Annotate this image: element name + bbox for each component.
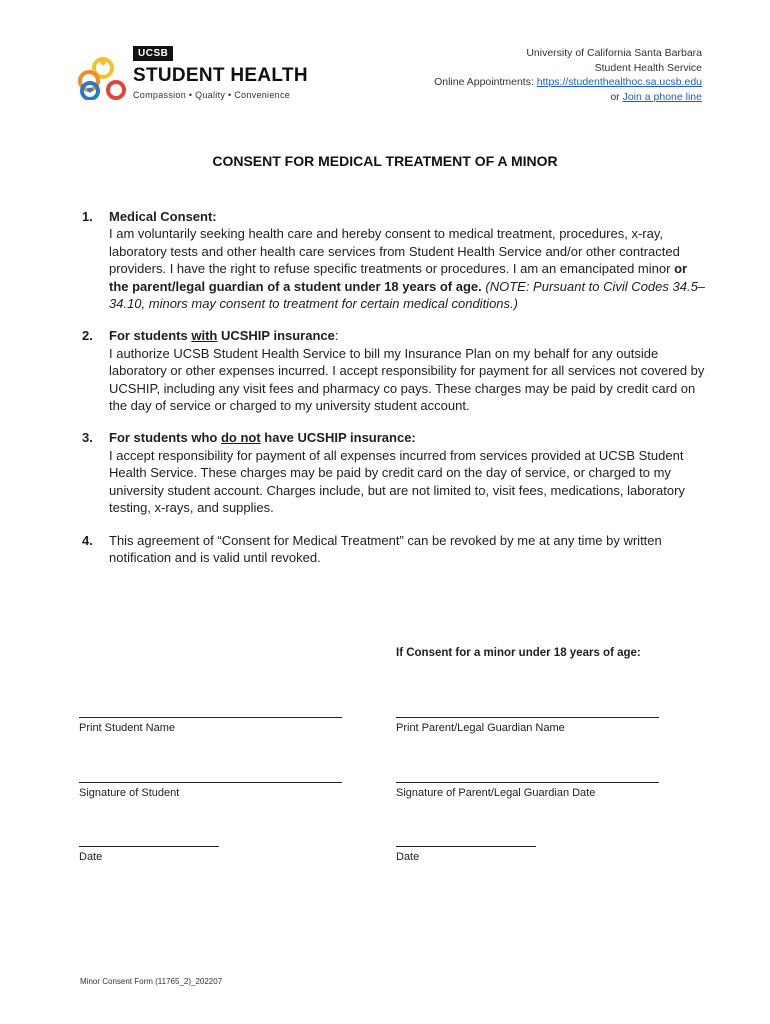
field-label: Print Parent/Legal Guardian Name [396,722,565,734]
phone-line [434,90,702,105]
item-heading-pre: For students [109,328,192,344]
org-name: University of California Santa Barbara [526,47,702,59]
item-heading-pre: For students who [109,430,221,446]
consent-items [82,208,707,581]
ucsb-badge: UCSB [133,46,173,61]
service-name: Student Health Service [594,61,702,74]
appointments-line [434,75,702,90]
phone-prefix: or [610,90,623,103]
item-note: (NOTE: Pursuant to Civil Codes 34.5–34.10, minors may consent to treatment for certain medical conditions.) [109,278,706,312]
brand-name: STUDENT HEALTH [133,65,308,86]
item-revocation [82,532,707,567]
page-title: CONSENT FOR MEDICAL TREATMENT OF A MINOR [212,153,558,169]
student-signature-field[interactable] [79,782,342,799]
student-name-field[interactable] [79,717,342,734]
item-heading-colon: : [334,328,339,344]
guardian-date-field[interactable] [396,846,536,863]
guardian-signature-field[interactable] [396,782,659,799]
heart-cluster-logo-icon [78,56,128,100]
item-text: I authorize UCSB Student Health Service to bill my Insurance Plan on my behalf for any outside laboratory or other expenses incurred. I accept responsibility for payment for all services not covered by UCSHIP, including any visit fees and pharmacy co pays. These charges may be paid by credit card on the day of service or charged to my university student account. [109,345,705,414]
appointments-label: Online Appointments: [434,76,537,88]
item-heading-post: have UCSHIP insurance: [260,430,416,446]
field-label: Print Student Name [79,722,175,734]
item-text: This agreement of “Consent for Medical Treatment” can be revoked by me at any time by written notification and is valid until revoked. [109,532,662,565]
signature-line [396,717,659,718]
guardian-heading: If Consent for a minor under 18 years of age: [396,647,641,659]
item-medical-consent [82,208,707,312]
signature-line [79,782,342,783]
field-label: Signature of Parent/Legal Guardian Date [396,787,596,799]
item-heading-underlined: do not [220,430,261,446]
item-without-ucship [82,429,707,516]
item-text: I accept responsibility for payment of all expenses incurred from services provided at UCSB Student Health Service. These charges may be paid by credit card on the day of service, or charged to my university student account. Charges include, but are not limited to, visit fees, medications, laboratory testing, x-rays, and supplies. [109,447,685,516]
signature-line [396,846,536,847]
item-heading: Medical Consent: [109,209,217,224]
header-contact [434,46,702,104]
phone-link[interactable]: Join a phone line [622,90,702,103]
field-label: Signature of Student [79,787,180,799]
student-date-field[interactable] [79,846,219,863]
item-text: I am voluntarily seeking health care and hereby consent to medical treatment, procedures, x-ray, laboratory tests and other health care services from Student Health Service and/or other contracted providers. I have the right to refuse specific treatments or procedures. I am an emancipated minor [109,226,680,277]
item-heading-underlined: with [191,328,218,344]
signature-line [396,782,659,783]
guardian-name-field[interactable] [396,717,659,734]
form-footer: Minor Consent Form (11765_2)_202207 [80,977,223,986]
item-number: 3. [82,430,93,446]
item-number: 2. [82,328,93,344]
signature-line [79,717,342,718]
item-number: 1. [82,209,93,224]
item-bold-text: or the parent/legal guardian of a student under 18 years of age. [109,261,688,294]
item-with-ucship [82,327,707,414]
student-health-logo [78,46,318,104]
item-heading-post: UCSHIP insurance [217,328,335,344]
field-label: Date [79,851,103,863]
signature-line [79,846,219,847]
item-number: 4. [82,532,93,548]
brand-tagline: Compassion • Quality • Convenience [133,90,291,100]
appointments-link[interactable]: https://studenthealthoc.sa.ucsb.edu [536,76,702,88]
field-label: Date [396,851,420,863]
